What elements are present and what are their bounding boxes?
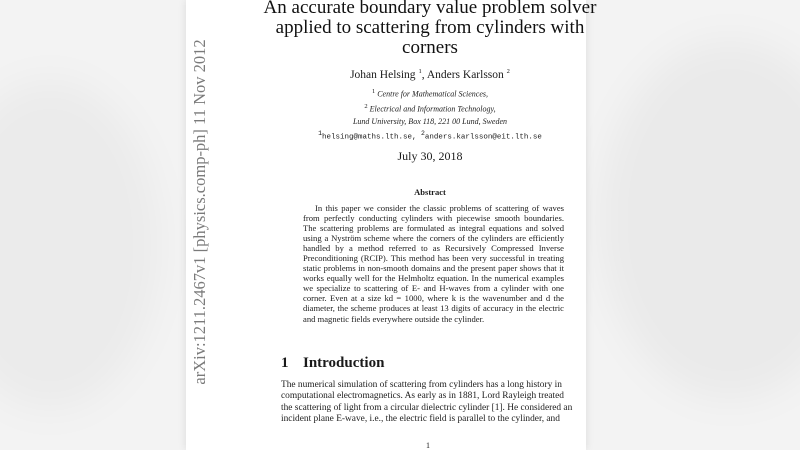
author-name: Anders Karlsson	[426, 68, 504, 81]
author-emails	[188, 130, 672, 142]
affiliation-marker: 2	[364, 103, 368, 110]
affiliation-line	[188, 117, 672, 126]
abstract-heading: Abstract	[414, 187, 446, 197]
title-line: corners	[402, 37, 458, 58]
affiliation-marker: 1	[371, 88, 376, 95]
paper-date: July 30, 2018	[397, 149, 463, 163]
affiliation-text: Electrical and Information Technology,	[369, 104, 496, 114]
email-marker: 1	[318, 130, 322, 137]
author-affiliation-marker: 1	[418, 68, 422, 75]
author-separator: ,	[421, 68, 425, 81]
background-shade	[0, 80, 160, 410]
affiliation-line	[188, 103, 672, 114]
intro-paragraph	[281, 380, 590, 426]
paper-title	[188, 0, 672, 58]
affiliation-text: Lund University, Box 118, 221 00 Lund, Sweden	[352, 117, 508, 126]
page-number: 1	[426, 441, 430, 450]
intro-line: computational electromagnetics. As early as in 1881, Lord Rayleigh treated	[281, 391, 564, 402]
affiliation-line	[188, 88, 672, 99]
abstract-body: In this paper we consider the classic problems of scattering of waves from perfectly conducting cylinders with piecewise smooth boundaries. The scattering problems are formulated as integral equations and solved using a Nyström scheme where the corners of the cylinders are efficiently handled by a method referred to as Recursively Compressed Inverse Preconditioning (RCIP). This method has been very successful in treating static problems in non-smooth domains and the present paper shows that it works equally well for the Helmholtz equation. In the numerical examples we specialize to scattering of E- and H-waves from a cylinder with one corner. Even at a size kd = 1000, where k is the wavenumber and d the diameter, the scheme produces at least 13 digits of accuracy in the electric and magnetic fields everywhere outside the cylinder.	[303, 203, 564, 324]
arxiv-identifier: arXiv:1211.2467v1 [physics.comp-ph] 11 Nov 2012	[190, 39, 209, 385]
section-title: Introduction	[303, 355, 385, 371]
email-address: helsing@maths.lth.se,	[321, 133, 417, 142]
title-line: An accurate boundary value problem solver	[263, 0, 597, 18]
affiliation-text: Centre for Mathematical Sciences,	[377, 89, 489, 99]
author-list	[188, 68, 672, 81]
intro-line: the scattering of light from a circular dielectric cylinder [1]. He considered an	[281, 402, 573, 413]
intro-line: incident plane E-wave, i.e., the electric field is parallel to the cylinder, and	[281, 414, 560, 425]
section-number: 1	[281, 355, 289, 371]
email-marker: 2	[421, 130, 425, 137]
email-address: anders.karlsson@eit.lth.se	[424, 133, 542, 142]
author-name: Johan Helsing	[350, 68, 416, 81]
intro-line: The numerical simulation of scattering from cylinders has a long history in	[281, 380, 562, 390]
section-heading	[281, 355, 384, 372]
author-affiliation-marker: 2	[506, 68, 510, 75]
title-line: applied to scattering from cylinders with	[275, 17, 585, 38]
